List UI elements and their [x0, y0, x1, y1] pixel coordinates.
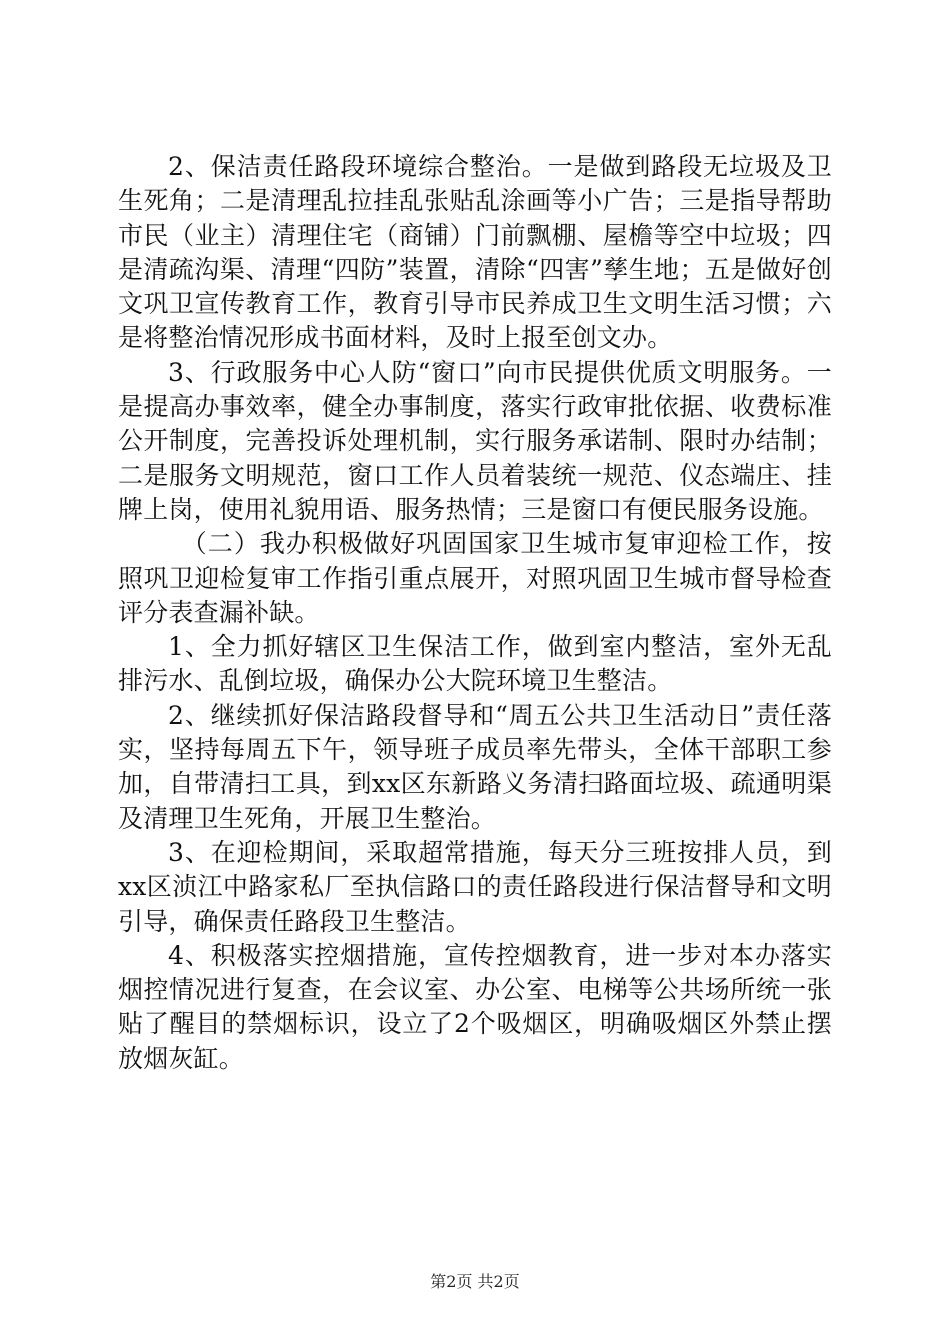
paragraph-6: 3、在迎检期间，采取超常措施，每天分三班按排人员，到xx区浈江中路家私厂至执信路口的责任路段进行保洁督导和文明引导，确保责任路段卫生整洁。	[118, 837, 832, 936]
paragraph-5: 2、继续抓好保洁路段督导和“周五公共卫生活动日”责任落实，坚持每周五下午，领导班子成员率先带头，全体干部职工参加，自带清扫工具，到xx区东新路义务清扫路面垃圾、疏通明渠及清理卫生死角，开展卫生整治。	[118, 700, 832, 833]
paragraph-2: 3、行政服务中心人防“窗口”向市民提供优质文明服务。一是提高办事效率，健全办事制度，落实行政审批依据、收费标准公开制度，完善投诉处理机制，实行服务承诺制、限时办结制；二是服务文明规范，窗口工作人员着装统一规范、仪态端庄、挂牌上岗，使用礼貌用语、服务热情；三是窗口有便民服务设施。	[118, 357, 832, 524]
paragraph-7: 4、积极落实控烟措施，宣传控烟教育，进一步对本办落实烟控情况进行复查，在会议室、办公室、电梯等公共场所统一张贴了醒目的禁烟标识，设立了2个吸烟区，明确吸烟区外禁止摆放烟灰缸。	[118, 940, 832, 1073]
paragraph-4: 1、全力抓好辖区卫生保洁工作，做到室内整洁，室外无乱排污水、乱倒垃圾，确保办公大院环境卫生整洁。	[118, 632, 832, 696]
paragraph-3: （二）我办积极做好巩固国家卫生城市复审迎检工作，按照巩卫迎检复审工作指引重点展开，对照巩固卫生城市督导检查评分表查漏补缺。	[118, 529, 832, 627]
paragraph-1: 2、保洁责任路段环境综合整治。一是做到路段无垃圾及卫生死角；二是清理乱拉挂乱张贴乱涂画等小广告；三是指导帮助市民（业主）清理住宅（商铺）门前飘棚、屋檐等空中垃圾；四是清疏沟渠、清理“四防”装置，清除“四害”孳生地；五是做好创文巩卫宣传教育工作，教育引导市民养成卫生文明生活习惯；六是将整治情况形成书面材料，及时上报至创文办。	[118, 152, 832, 353]
document-body	[118, 150, 832, 1076]
page-footer: 第2页 共2页	[430, 1272, 520, 1291]
